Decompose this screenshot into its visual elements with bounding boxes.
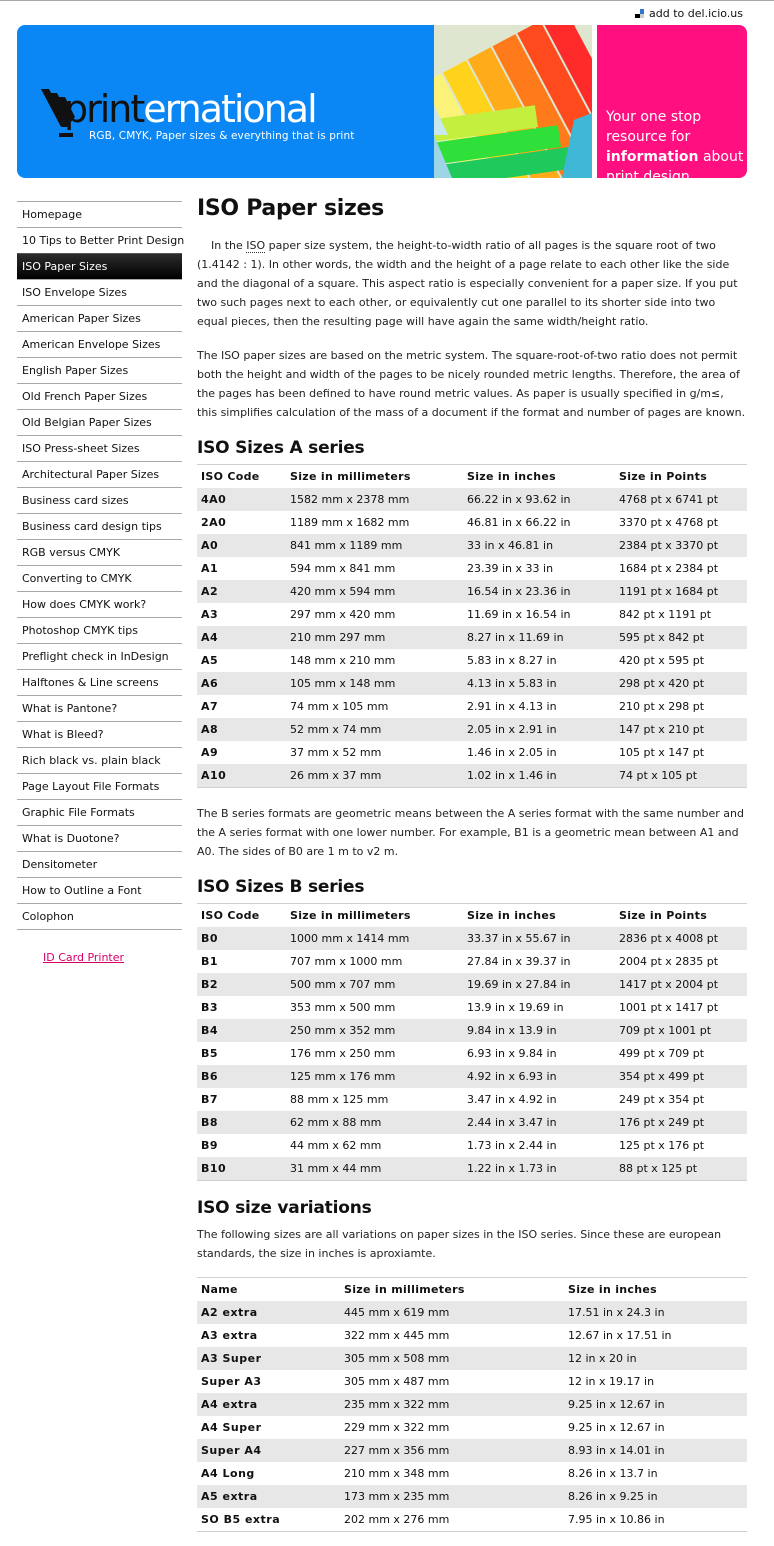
tagline-text: Your one stop resource for information about print design. bbox=[606, 109, 744, 185]
table-header-row bbox=[197, 904, 747, 928]
table-cell: 2836 pt x 4008 pt bbox=[615, 927, 747, 950]
table-cell: 1000 mm x 1414 mm bbox=[286, 927, 463, 950]
column-header: Size in Points bbox=[615, 904, 747, 928]
row-code: B0 bbox=[197, 927, 286, 950]
column-header: Size in millimeters bbox=[286, 904, 463, 928]
id-card-printer-link[interactable]: ID Card Printer bbox=[43, 951, 125, 964]
table-cell: 420 pt x 595 pt bbox=[619, 654, 705, 667]
sidebar-item[interactable]: Preflight check in InDesign bbox=[17, 643, 182, 669]
table-row bbox=[197, 488, 747, 511]
table-cell: 420 mm x 594 mm bbox=[286, 580, 463, 603]
table-cell: 4768 pt x 6741 pt bbox=[615, 488, 747, 511]
table-cell: 8.93 in x 14.01 in bbox=[564, 1439, 747, 1462]
sidebar-item[interactable]: What is Bleed? bbox=[17, 721, 182, 747]
sidebar-item[interactable]: Old Belgian Paper Sizes bbox=[17, 409, 182, 435]
table-row bbox=[197, 1508, 747, 1532]
table-cell: 353 mm x 500 mm bbox=[290, 1001, 396, 1014]
table-cell: 33.37 in x 55.67 in bbox=[463, 927, 615, 950]
variations-heading: ISO size variations bbox=[197, 1198, 372, 1218]
table-cell: 176 mm x 250 mm bbox=[290, 1047, 396, 1060]
delicious-link[interactable] bbox=[635, 7, 743, 20]
table-cell: 74 mm x 105 mm bbox=[290, 700, 389, 713]
tagline-box bbox=[597, 25, 747, 185]
table-cell: 841 mm x 1189 mm bbox=[286, 534, 463, 557]
table-row bbox=[197, 1301, 747, 1324]
table-cell: 16.54 in x 23.36 in bbox=[463, 580, 615, 603]
table-cell: 12.67 in x 17.51 in bbox=[568, 1329, 672, 1342]
table-cell: 305 mm x 508 mm bbox=[340, 1347, 564, 1370]
row-code: A4 Long bbox=[201, 1467, 255, 1480]
row-code: 2A0 bbox=[201, 516, 227, 529]
sidebar-item[interactable]: Business card design tips bbox=[17, 513, 182, 539]
table-header-row bbox=[197, 1278, 747, 1302]
table-cell: 105 mm x 148 mm bbox=[286, 672, 463, 695]
row-code: A5 extra bbox=[197, 1485, 340, 1508]
site-logo[interactable] bbox=[41, 87, 355, 142]
table-cell: 9.25 in x 12.67 in bbox=[564, 1393, 747, 1416]
table-cell: 105 pt x 147 pt bbox=[619, 746, 705, 759]
table-cell: 8.27 in x 11.69 in bbox=[463, 626, 615, 649]
row-code: A6 bbox=[197, 672, 286, 695]
column-header: Size in inches bbox=[463, 465, 615, 489]
table-cell: 210 mm 297 mm bbox=[286, 626, 463, 649]
variations-table bbox=[197, 1277, 747, 1532]
table-cell: 594 mm x 841 mm bbox=[290, 562, 396, 575]
table-cell: 210 pt x 298 pt bbox=[619, 700, 705, 713]
top-bar bbox=[0, 0, 774, 24]
row-code: Super A3 bbox=[201, 1375, 262, 1388]
table-row bbox=[197, 695, 747, 718]
table-cell: 9.84 in x 13.9 in bbox=[463, 1019, 615, 1042]
color-swatch-image bbox=[434, 25, 592, 178]
table-cell: 499 pt x 709 pt bbox=[619, 1047, 705, 1060]
table-cell: 1684 pt x 2384 pt bbox=[619, 562, 719, 575]
table-row bbox=[197, 1439, 747, 1462]
table-row bbox=[197, 1134, 747, 1157]
table-cell: 12 in x 19.17 in bbox=[568, 1375, 655, 1388]
table-cell: 297 mm x 420 mm bbox=[290, 608, 396, 621]
table-row bbox=[197, 1157, 747, 1181]
row-code: A4 extra bbox=[197, 1393, 340, 1416]
table-cell: 1189 mm x 1682 mm bbox=[290, 516, 410, 529]
table-row bbox=[197, 1088, 747, 1111]
table-cell: 37 mm x 52 mm bbox=[290, 746, 382, 759]
row-code: B6 bbox=[197, 1065, 286, 1088]
sidebar-item[interactable]: ISO Envelope Sizes bbox=[17, 279, 182, 305]
table-cell: 176 pt x 249 pt bbox=[615, 1111, 747, 1134]
table-cell: 354 pt x 499 pt bbox=[615, 1065, 747, 1088]
table-row bbox=[197, 672, 747, 695]
sidebar-item[interactable]: Architectural Paper Sizes bbox=[17, 461, 182, 487]
table-cell: 210 mm x 348 mm bbox=[344, 1467, 450, 1480]
row-code: B7 bbox=[201, 1093, 219, 1106]
column-header: Size in Points bbox=[615, 465, 747, 489]
sidebar-item[interactable]: Homepage bbox=[17, 201, 182, 227]
logo-text-light: ernational bbox=[143, 87, 316, 131]
table-row bbox=[197, 718, 747, 741]
table-cell: 1582 mm x 2378 mm bbox=[286, 488, 463, 511]
b-series-intro: The B series formats are geometric means between the A series format with the same number and the A series format with one lower number. For example, B1 is a geometric mean between A1 and A0. The sides of B0 are 1 m to v2 m. bbox=[197, 807, 744, 858]
b-series-table bbox=[197, 903, 747, 1181]
sidebar-item[interactable]: Business card sizes bbox=[17, 487, 182, 513]
row-code: Super A4 bbox=[197, 1439, 340, 1462]
table-row bbox=[197, 741, 747, 764]
intro-paragraph-2: The ISO paper sizes are based on the metric system. The square-root-of-two ratio does not permit both the height and width of the pages to be nicely rounded metric lengths. Therefore, the area of the pages has been defined to have round metric values. As paper is usually specified in g/m≤, this simplifies calculation of the mass of a document if the format and number of pages are known. bbox=[197, 349, 746, 419]
row-code: SO B5 extra bbox=[197, 1508, 340, 1532]
table-cell: 23.39 in x 33 in bbox=[467, 562, 554, 575]
table-cell: 1417 pt x 2004 pt bbox=[615, 973, 747, 996]
row-code: B1 bbox=[201, 955, 219, 968]
table-row bbox=[197, 1042, 747, 1065]
row-code: A2 bbox=[197, 580, 286, 603]
table-cell: 500 mm x 707 mm bbox=[286, 973, 463, 996]
table-cell: 147 pt x 210 pt bbox=[615, 718, 747, 741]
table-cell: 2384 pt x 3370 pt bbox=[615, 534, 747, 557]
sidebar-item[interactable]: American Paper Sizes bbox=[17, 305, 182, 331]
table-cell: 173 mm x 235 mm bbox=[340, 1485, 564, 1508]
sidebar-item[interactable]: 10 Tips to Better Print Design bbox=[17, 227, 182, 253]
row-code: B5 bbox=[201, 1047, 219, 1060]
row-code: A10 bbox=[197, 764, 286, 788]
row-code: A4 bbox=[197, 626, 286, 649]
table-cell: 707 mm x 1000 mm bbox=[290, 955, 403, 968]
table-row bbox=[197, 1324, 747, 1347]
table-cell: 17.51 in x 24.3 in bbox=[564, 1301, 747, 1324]
table-cell: 44 mm x 62 mm bbox=[290, 1139, 382, 1152]
table-cell: 1001 pt x 1417 pt bbox=[619, 1001, 719, 1014]
sidebar-item[interactable]: Graphic File Formats bbox=[17, 799, 182, 825]
table-cell: 3.47 in x 4.92 in bbox=[467, 1093, 557, 1106]
table-cell: 27.84 in x 39.37 in bbox=[467, 955, 571, 968]
table-row bbox=[197, 1065, 747, 1088]
table-cell: 1.22 in x 1.73 in bbox=[463, 1157, 615, 1181]
sidebar-item[interactable]: English Paper Sizes bbox=[17, 357, 182, 383]
table-row bbox=[197, 649, 747, 672]
table-row bbox=[197, 557, 747, 580]
a-series-heading: ISO Sizes A series bbox=[197, 438, 365, 458]
table-row bbox=[197, 950, 747, 973]
row-code: A8 bbox=[197, 718, 286, 741]
logo-subtitle: RGB, CMYK, Paper sizes & everything that is print bbox=[89, 130, 355, 142]
row-code: A1 bbox=[201, 562, 219, 575]
row-code: A0 bbox=[197, 534, 286, 557]
table-cell: 46.81 in x 66.22 in bbox=[467, 516, 571, 529]
a-series-table bbox=[197, 464, 747, 788]
table-cell: 3370 pt x 4768 pt bbox=[619, 516, 719, 529]
sidebar-item[interactable]: American Envelope Sizes bbox=[17, 331, 182, 357]
sidebar-item[interactable]: Rich black vs. plain black bbox=[17, 747, 182, 773]
sidebar-item[interactable]: Photoshop CMYK tips bbox=[17, 617, 182, 643]
table-cell: 7.95 in x 10.86 in bbox=[564, 1508, 747, 1532]
row-code: B8 bbox=[197, 1111, 286, 1134]
row-code: A5 bbox=[201, 654, 219, 667]
table-cell: 249 pt x 354 pt bbox=[619, 1093, 705, 1106]
row-code: A2 extra bbox=[197, 1301, 340, 1324]
column-header: ISO Code bbox=[197, 465, 286, 489]
table-row bbox=[197, 973, 747, 996]
table-cell: 202 mm x 276 mm bbox=[340, 1508, 564, 1532]
table-row bbox=[197, 511, 747, 534]
sidebar-item[interactable]: What is Pantone? bbox=[17, 695, 182, 721]
row-code: B10 bbox=[197, 1157, 286, 1181]
row-code: 4A0 bbox=[197, 488, 286, 511]
column-header: Size in millimeters bbox=[286, 465, 463, 489]
table-cell: 88 pt x 125 pt bbox=[615, 1157, 747, 1181]
column-header: Size in inches bbox=[463, 904, 615, 928]
row-code: A7 bbox=[201, 700, 219, 713]
table-cell: 2.44 in x 3.47 in bbox=[463, 1111, 615, 1134]
table-row bbox=[197, 1485, 747, 1508]
sidebar-item[interactable]: Old French Paper Sizes bbox=[17, 383, 182, 409]
table-cell: 229 mm x 322 mm bbox=[344, 1421, 450, 1434]
table-cell: 298 pt x 420 pt bbox=[615, 672, 747, 695]
table-row bbox=[197, 764, 747, 788]
table-cell: 322 mm x 445 mm bbox=[344, 1329, 450, 1342]
table-row bbox=[197, 1416, 747, 1439]
table-cell: 1.02 in x 1.46 in bbox=[463, 764, 615, 788]
table-cell: 227 mm x 356 mm bbox=[340, 1439, 564, 1462]
row-code: B2 bbox=[197, 973, 286, 996]
table-cell: 19.69 in x 27.84 in bbox=[463, 973, 615, 996]
table-cell: 11.69 in x 16.54 in bbox=[467, 608, 571, 621]
sidebar-item[interactable]: What is Duotone? bbox=[17, 825, 182, 851]
row-code: A9 bbox=[201, 746, 219, 759]
table-cell: 33 in x 46.81 in bbox=[463, 534, 615, 557]
table-cell: 595 pt x 842 pt bbox=[615, 626, 747, 649]
sidebar-item[interactable]: ISO Press-sheet Sizes bbox=[17, 435, 182, 461]
sidebar-item[interactable]: Halftones & Line screens bbox=[17, 669, 182, 695]
column-header: Size in millimeters bbox=[340, 1278, 564, 1302]
sidebar-item[interactable]: ISO Paper Sizes bbox=[17, 253, 182, 279]
sidebar-item[interactable]: Converting to CMYK bbox=[17, 565, 182, 591]
table-cell: 26 mm x 37 mm bbox=[286, 764, 463, 788]
table-row bbox=[197, 1462, 747, 1485]
table-cell: 235 mm x 322 mm bbox=[340, 1393, 564, 1416]
table-header-row bbox=[197, 465, 747, 489]
table-row bbox=[197, 1019, 747, 1042]
row-code: B9 bbox=[201, 1139, 219, 1152]
sidebar-item[interactable]: Colophon bbox=[17, 903, 182, 929]
table-cell: 709 pt x 1001 pt bbox=[615, 1019, 747, 1042]
table-cell: 125 pt x 176 pt bbox=[619, 1139, 705, 1152]
row-code: A3 bbox=[201, 608, 219, 621]
table-cell: 445 mm x 619 mm bbox=[340, 1301, 564, 1324]
row-code: A3 Super bbox=[197, 1347, 340, 1370]
table-cell: 842 pt x 1191 pt bbox=[619, 608, 712, 621]
sidebar-item[interactable]: Densitometer bbox=[17, 851, 182, 877]
sidebar-nav bbox=[17, 201, 185, 930]
table-row bbox=[197, 1111, 747, 1134]
table-cell: 62 mm x 88 mm bbox=[286, 1111, 463, 1134]
row-code: B3 bbox=[201, 1001, 219, 1014]
row-code: A4 Super bbox=[201, 1421, 262, 1434]
table-row bbox=[197, 1347, 747, 1370]
table-cell: 1.73 in x 2.44 in bbox=[467, 1139, 557, 1152]
table-cell: 52 mm x 74 mm bbox=[286, 718, 463, 741]
table-cell: 66.22 in x 93.62 in bbox=[463, 488, 615, 511]
table-row bbox=[197, 1393, 747, 1416]
delicious-icon bbox=[635, 9, 644, 18]
table-row bbox=[197, 996, 747, 1019]
table-cell: 1191 pt x 1684 pt bbox=[615, 580, 747, 603]
sidebar-item[interactable]: How does CMYK work? bbox=[17, 591, 182, 617]
table-cell: 8.26 in x 9.25 in bbox=[564, 1485, 747, 1508]
sidebar-item[interactable]: Page Layout File Formats bbox=[17, 773, 182, 799]
table-cell: 88 mm x 125 mm bbox=[290, 1093, 389, 1106]
table-row bbox=[197, 927, 747, 950]
table-cell: 12 in x 20 in bbox=[564, 1347, 747, 1370]
table-row bbox=[197, 534, 747, 557]
table-cell: 9.25 in x 12.67 in bbox=[568, 1421, 665, 1434]
table-cell: 2004 pt x 2835 pt bbox=[619, 955, 719, 968]
table-cell: 8.26 in x 13.7 in bbox=[568, 1467, 658, 1480]
table-cell: 4.13 in x 5.83 in bbox=[463, 672, 615, 695]
table-cell: 250 mm x 352 mm bbox=[286, 1019, 463, 1042]
site-header bbox=[17, 25, 592, 178]
table-row bbox=[197, 1370, 747, 1393]
variations-intro: The following sizes are all variations on paper sizes in the ISO series. Since these are european standards, the size in inches is aproxiamte. bbox=[197, 1228, 722, 1260]
table-cell: 1.46 in x 2.05 in bbox=[467, 746, 557, 759]
table-cell: 2.05 in x 2.91 in bbox=[463, 718, 615, 741]
table-cell: 74 pt x 105 pt bbox=[615, 764, 747, 788]
table-cell: 5.83 in x 8.27 in bbox=[467, 654, 557, 667]
logo-text-dark: print bbox=[64, 87, 144, 131]
column-header: Size in inches bbox=[564, 1278, 747, 1302]
table-cell: 125 mm x 176 mm bbox=[286, 1065, 463, 1088]
table-cell: 4.92 in x 6.93 in bbox=[463, 1065, 615, 1088]
table-cell: 148 mm x 210 mm bbox=[290, 654, 396, 667]
b-series-heading: ISO Sizes B series bbox=[197, 877, 365, 897]
table-cell: 13.9 in x 19.69 in bbox=[467, 1001, 564, 1014]
table-row bbox=[197, 603, 747, 626]
table-cell: 2.91 in x 4.13 in bbox=[467, 700, 557, 713]
row-code: B4 bbox=[197, 1019, 286, 1042]
table-cell: 305 mm x 487 mm bbox=[344, 1375, 450, 1388]
column-header: ISO Code bbox=[197, 904, 286, 928]
sidebar-item[interactable]: RGB versus CMYK bbox=[17, 539, 182, 565]
row-code: A3 extra bbox=[201, 1329, 258, 1342]
intro-paragraph-1: In the ISO paper size system, the height-to-width ratio of all pages is the square root of two (1.4142 : 1). In other words, the width and the height of a page relate to each other like the side and the diagonal of a square. This aspect ratio is especially convenient for a paper size. If you put two such pages next to each other, or equivalently cut one parallel to its shorter side into two equal pieces, then the resulting page will have again the same width/height ratio. bbox=[197, 239, 738, 328]
delicious-label[interactable]: add to del.icio.us bbox=[649, 7, 743, 20]
page-title: ISO Paper sizes bbox=[197, 196, 384, 221]
table-row bbox=[197, 626, 747, 649]
table-cell: 31 mm x 44 mm bbox=[286, 1157, 463, 1181]
column-header: Name bbox=[197, 1278, 340, 1302]
table-cell: 6.93 in x 9.84 in bbox=[467, 1047, 557, 1060]
sidebar-item[interactable]: How to Outline a Font bbox=[17, 877, 182, 903]
table-row bbox=[197, 580, 747, 603]
